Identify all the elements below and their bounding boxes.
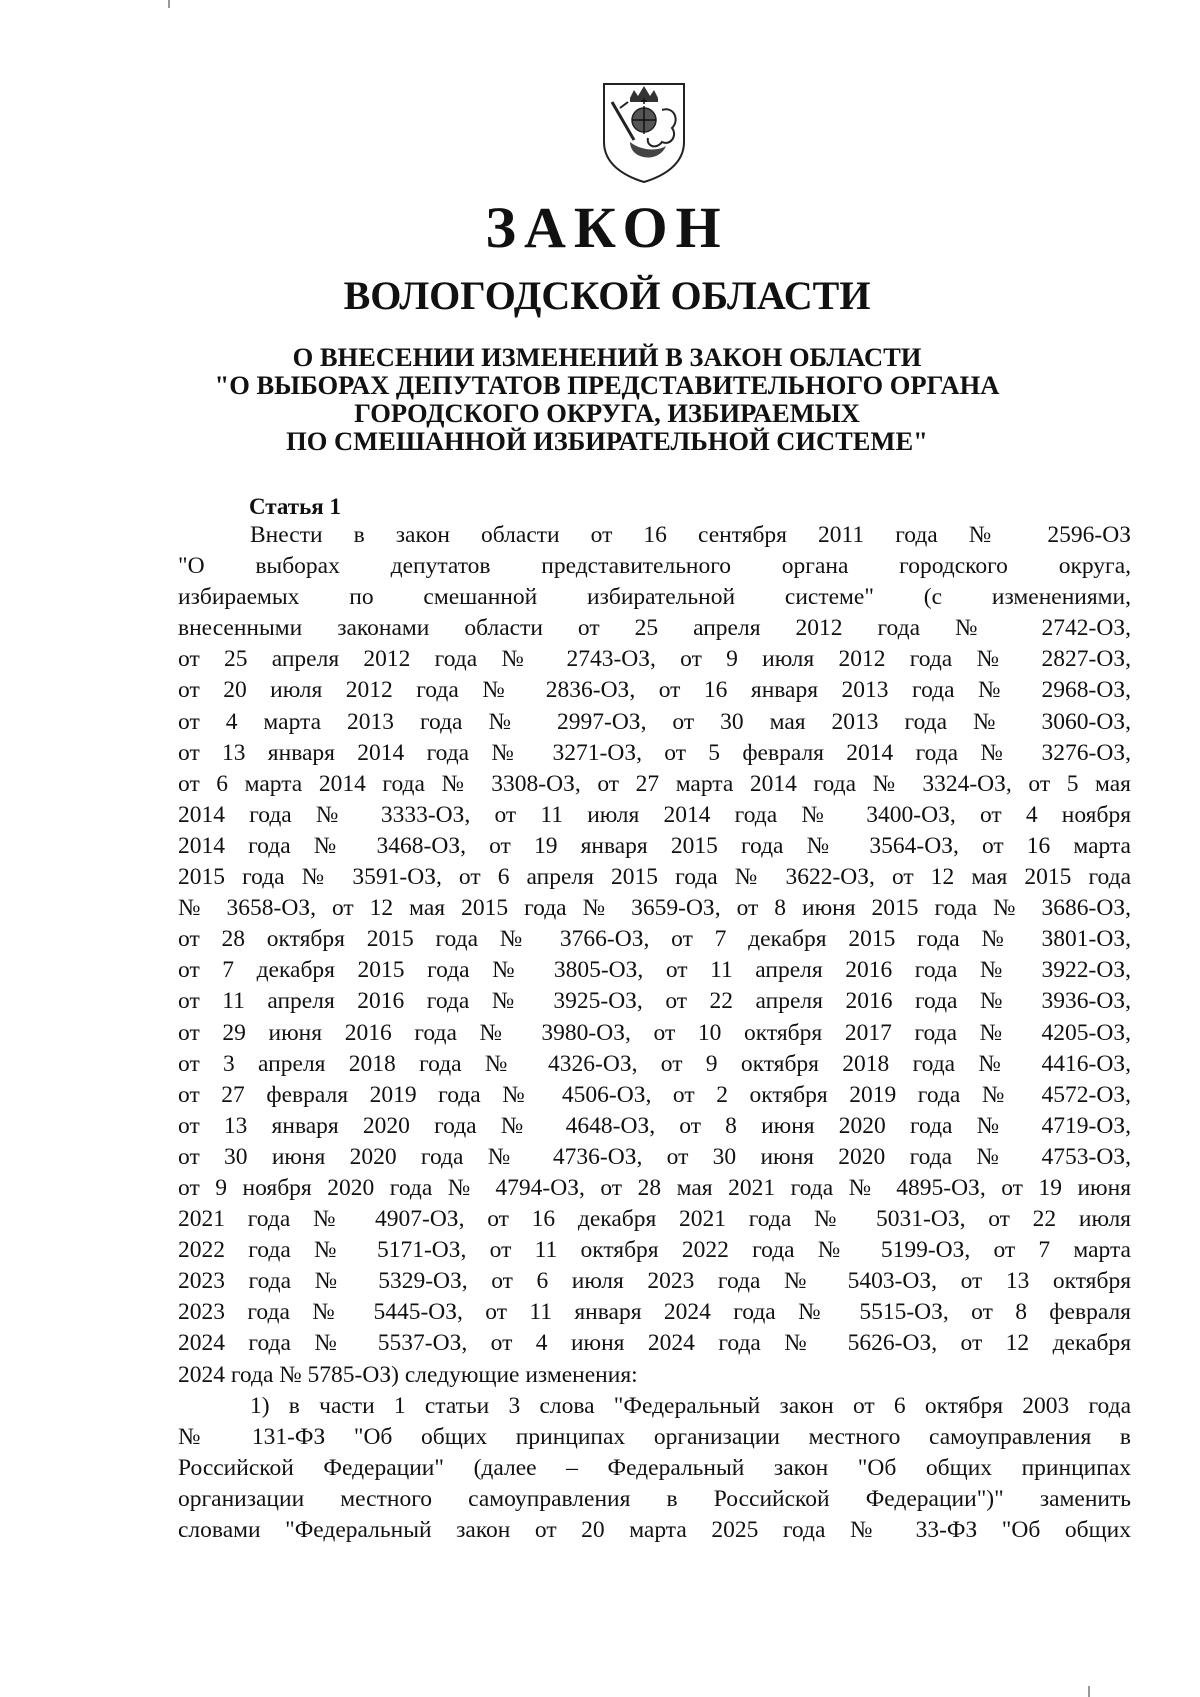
- body-line: избираемых по смешанной избирательной системе" (с изменениями,: [178, 584, 1131, 611]
- body-line: от 29 июня 2016 года № 3980-ОЗ, от 10 октября 2017 года № 4205-ОЗ,: [178, 1019, 1131, 1046]
- region-title: ВОЛОГОДСКОЙ ОБЛАСТИ: [343, 273, 871, 318]
- scan-artifact: [168, 0, 170, 8]
- body-line: от 6 марта 2014 года № 3308-ОЗ, от 27 марта 2014 года № 3324-ОЗ, от 5 мая: [178, 770, 1131, 797]
- body-line: 2023 года № 5329-ОЗ, от 6 июля 2023 года № 5403-ОЗ, от 13 октября: [178, 1268, 1131, 1295]
- body-line: 1) в части 1 статьи 3 слова "Федеральный закон от 6 октября 2003 года: [250, 1392, 1131, 1419]
- body-line: от 30 июня 2020 года № 4736-ОЗ, от 30 июня 2020 года № 4753-ОЗ,: [178, 1143, 1131, 1170]
- coat-of-arms-emblem: [600, 80, 688, 184]
- body-line: 2022 года № 5171-ОЗ, от 11 октября 2022 года № 5199-ОЗ, от 7 марта: [178, 1237, 1131, 1264]
- body-line: от 7 декабря 2015 года № 3805-ОЗ, от 11 апреля 2016 года № 3922-ОЗ,: [178, 957, 1131, 984]
- subtitle-line: ГОРОДСКОГО ОКРУГА, ИЗБИРАЕМЫХ: [354, 398, 860, 428]
- body-line: 2023 года № 5445-ОЗ, от 11 января 2024 года № 5515-ОЗ, от 8 февраля: [178, 1299, 1131, 1326]
- body-line: от 4 марта 2013 года № 2997-ОЗ, от 30 мая 2013 года № 3060-ОЗ,: [178, 708, 1131, 735]
- body-line: 2015 года № 3591-ОЗ, от 6 апреля 2015 года № 3622-ОЗ, от 12 мая 2015 года: [178, 864, 1131, 891]
- body-line: 2024 года № 5537-ОЗ, от 4 июня 2024 года № 5626-ОЗ, от 12 декабря: [178, 1330, 1131, 1357]
- subtitle-line: О ВНЕСЕНИИ ИЗМЕНЕНИЙ В ЗАКОН ОБЛАСТИ: [292, 342, 922, 372]
- body-line: от 11 апреля 2016 года № 3925-ОЗ, от 22 апреля 2016 года № 3936-ОЗ,: [178, 988, 1131, 1015]
- body-line: 2014 года № 3468-ОЗ, от 19 января 2015 года № 3564-ОЗ, от 16 марта: [178, 832, 1131, 859]
- body-line: от 28 октября 2015 года № 3766-ОЗ, от 7 декабря 2015 года № 3801-ОЗ,: [178, 926, 1131, 953]
- body-line: 2014 года № 3333-ОЗ, от 11 июля 2014 года № 3400-ОЗ, от 4 ноября: [178, 801, 1131, 828]
- body-line: 2024 года № 5785-ОЗ) следующие изменения:: [178, 1361, 638, 1388]
- subtitle-line: ПО СМЕШАННОЙ ИЗБИРАТЕЛЬНОЙ СИСТЕМЕ": [286, 426, 928, 456]
- subtitle-line: "О ВЫБОРАХ ДЕПУТАТОВ ПРЕДСТАВИТЕЛЬНОГО ОРГАНА: [214, 370, 1000, 400]
- body-line: от 25 апреля 2012 года № 2743-ОЗ, от 9 июля 2012 года № 2827-ОЗ,: [178, 646, 1131, 673]
- body-line: от 13 января 2014 года № 3271-ОЗ, от 5 февраля 2014 года № 3276-ОЗ,: [178, 739, 1131, 766]
- body-line: "О выборах депутатов представительного органа городского округа,: [178, 553, 1131, 580]
- body-line: от 3 апреля 2018 года № 4326-ОЗ, от 9 октября 2018 года № 4416-ОЗ,: [178, 1050, 1131, 1077]
- body-line: № 3658-ОЗ, от 12 мая 2015 года № 3659-ОЗ, от 8 июня 2015 года № 3686-ОЗ,: [178, 895, 1131, 922]
- body-line: внесенными законами области от 25 апреля 2012 года № 2742-ОЗ,: [178, 615, 1131, 642]
- body-line: Внести в закон области от 16 сентября 2011 года № 2596-ОЗ: [250, 522, 1131, 548]
- article-title: Статья 1: [249, 494, 341, 519]
- law-title: ЗАКОН: [485, 195, 729, 260]
- body-line: Российской Федерации" (далее – Федеральный закон "Об общих принципах: [178, 1454, 1131, 1481]
- body-line: от 27 февраля 2019 года № 4506-ОЗ, от 2 октября 2019 года № 4572-ОЗ,: [178, 1081, 1131, 1108]
- body-line: 2021 года № 4907-ОЗ, от 16 декабря 2021 года № 5031-ОЗ, от 22 июля: [178, 1206, 1131, 1233]
- body-line: словами "Федеральный закон от 20 марта 2025 года № 33-ФЗ "Об общих: [178, 1517, 1131, 1543]
- scan-artifact: [1088, 1686, 1090, 1697]
- body-line: от 13 января 2020 года № 4648-ОЗ, от 8 июня 2020 года № 4719-ОЗ,: [178, 1112, 1131, 1139]
- body-line: от 20 июля 2012 года № 2836-ОЗ, от 16 января 2013 года № 2968-ОЗ,: [178, 677, 1131, 704]
- body-line: от 9 ноября 2020 года № 4794-ОЗ, от 28 мая 2021 года № 4895-ОЗ, от 19 июня: [178, 1174, 1131, 1201]
- law-subtitle: [0, 343, 1200, 455]
- article-body: [178, 520, 1131, 1546]
- body-line: № 131-ФЗ "Об общих принципах организации местного самоуправления в: [178, 1423, 1131, 1450]
- body-line: организации местного самоуправления в Российской Федерации")" заменить: [178, 1485, 1131, 1512]
